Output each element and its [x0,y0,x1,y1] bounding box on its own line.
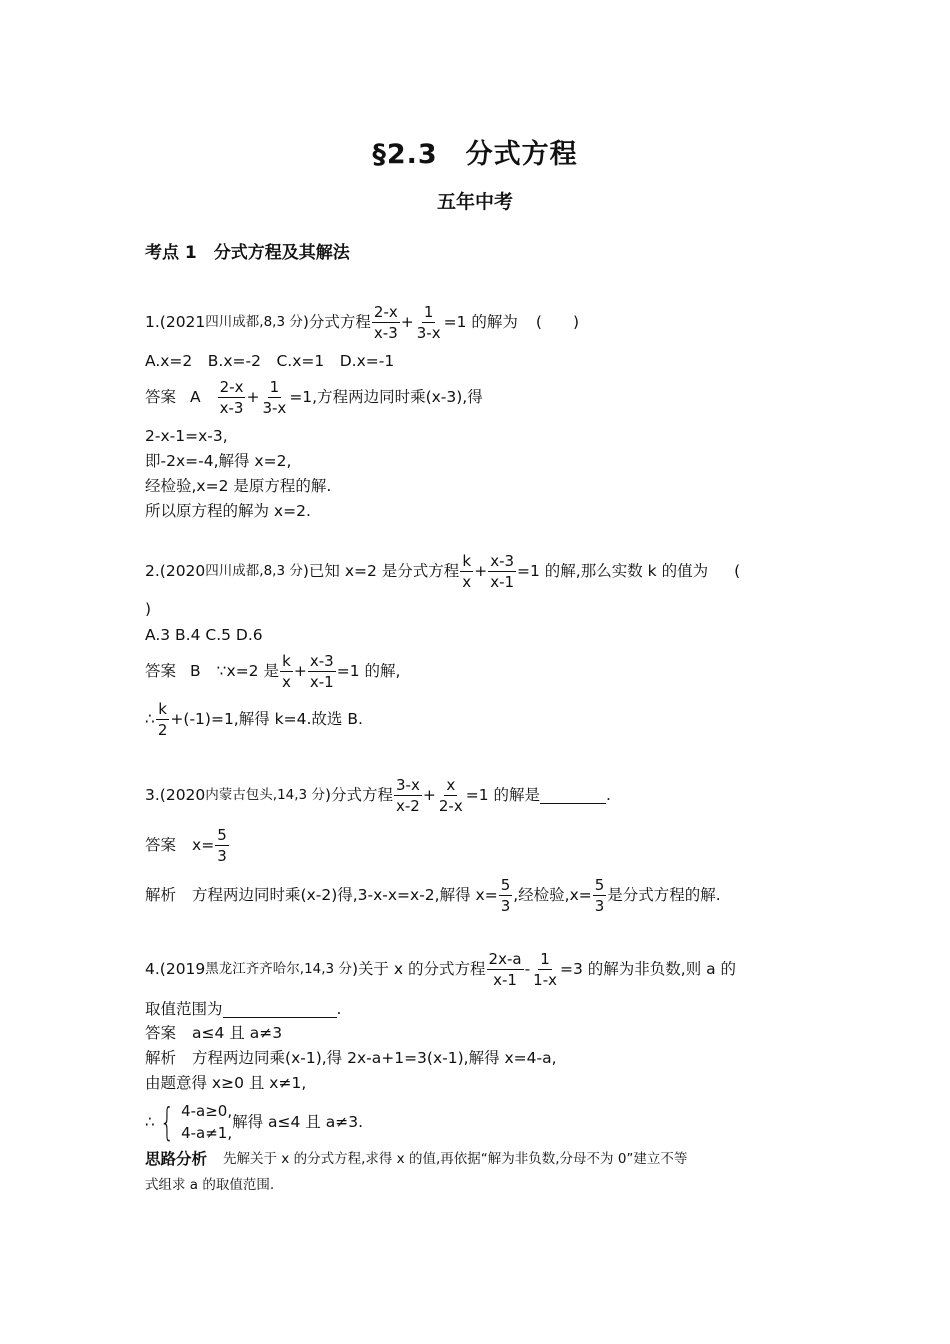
q3-answer: 答案 x= $\frac{5}{3}$ [145,825,227,865]
q4-stem: 4.(2019 黑龙江齐齐哈尔,14,3 分 )关于 x 的分式方程 $\frac{2x-a}{x-1}$ - $\frac{1}{1-x}$ =3 的解为非负数,则 a 的 [145,949,737,989]
q4-fraction-1: $\frac{2x-a}{x-1}$ [488,949,522,989]
q1-step-3: 经检验,x=2 是原方程的解. [145,477,332,495]
q3-stem: 3.(2020 内蒙古包头,14,3 分 )分式方程 $\frac{3-x}{x-2}$ + $\frac{x}{2-x}$ =1 的解是 . [145,775,611,815]
inequality-system: { 4-a≥0, 4-a≠1, [159,1100,233,1144]
q2-answer: 答案 B ∵x=2 是 $\frac{k}{x}$ + $\frac{x-3}{x-1}$ =1 的解, [145,651,401,691]
q2-paren-close: ) [145,600,152,618]
q2-stem: 2.(2020 四川成都,8,3 分 )已知 x=2 是分式方程 $\frac{k}{x}$ + $\frac{x-3}{x-1}$ =1 的解,那么实数 k 的值为 ( [145,551,741,591]
q3-solution: 解析 方程两边同时乘(x-2)得,3-x-x=x-2,解得 x= $\frac{5}{3}$ ,经检验,x= $\frac{5}{3}$ 是分式方程的解. [145,875,721,915]
q4-condition: 由题意得 x≥0 且 x≠1, [145,1074,307,1092]
q3-solution-fraction-2: $\frac{5}{3}$ [594,875,605,915]
q4-stem-line-2: 取值范围为 . [145,1000,342,1018]
q4-system: ∴ { 4-a≥0, 4-a≠1, 解得 a≤4 且 a≠3. [145,1100,363,1144]
q2-answer-fraction-2: $\frac{x-3}{x-1}$ [309,651,334,691]
q1-answer: 答案 A $\frac{2-x}{x-3}$ + $\frac{1}{3-x}$ =1,方程两边同时乘(x-3),得 [145,377,483,417]
q1-fraction-1: $\frac{2-x}{x-3}$ [373,302,398,342]
q4-answer: 答案 a≤4 且 a≠3 [145,1024,283,1042]
q3-solution-fraction-1: $\frac{5}{3}$ [500,875,511,915]
q1-step-2: 即-2x=-4,解得 x=2, [145,452,292,470]
q3-answer-fraction: $\frac{5}{3}$ [217,825,227,865]
q1-fraction-2: $\frac{1}{3-x}$ [416,302,441,342]
section-heading: 考点 1 分式方程及其解法 [145,243,350,263]
q1-answer-fraction-1: $\frac{2-x}{x-3}$ [219,377,244,417]
q4-solution: 解析 方程两边同乘(x-1),得 2x-a+1=3(x-1),解得 x=4-a, [145,1049,557,1067]
q2-therefore-fraction: $\frac{k}{2}$ [157,699,168,739]
q3-fraction-1: $\frac{3-x}{x-2}$ [396,775,420,815]
q4-analysis: 思路分析 先解关于 x 的分式方程,求得 x 的值,再依据“解为非负数,分母不为 0”建立不等 [145,1150,688,1168]
page-title: §2.3 分式方程 [372,139,578,170]
q2-answer-fraction-1: $\frac{k}{x}$ [281,651,291,691]
q1-step-1: 2-x-1=x-3, [145,427,228,445]
q1-answer-fraction-2: $\frac{1}{3-x}$ [262,377,287,417]
q2-fraction-2: $\frac{x-3}{x-1}$ [490,551,515,591]
q1-options: A.x=2 B.x=-2 C.x=1 D.x=-1 [145,352,395,370]
page-subtitle: 五年中考 [436,191,513,213]
q2-therefore: ∴ $\frac{k}{2}$ +(-1)=1,解得 k=4.故选 B. [145,699,363,739]
q1-step-4: 所以原方程的解为 x=2. [145,502,311,520]
q3-fraction-2: $\frac{x}{2-x}$ [438,775,463,815]
q2-fraction-1: $\frac{k}{x}$ [462,551,472,591]
q1-stem: 1.(2021 四川成都,8,3 分 )分式方程 $\frac{2-x}{x-3}$ + $\frac{1}{3-x}$ =1 的解为 ( ) [145,302,579,342]
q4-analysis-line-2: 式组求 a 的取值范围. [145,1177,275,1193]
q4-answer-blank[interactable] [223,1001,337,1018]
q2-options: A.3 B.4 C.5 D.6 [145,626,263,644]
q3-answer-blank[interactable] [540,787,606,804]
q4-fraction-2: $\frac{1}{1-x}$ [533,949,557,989]
